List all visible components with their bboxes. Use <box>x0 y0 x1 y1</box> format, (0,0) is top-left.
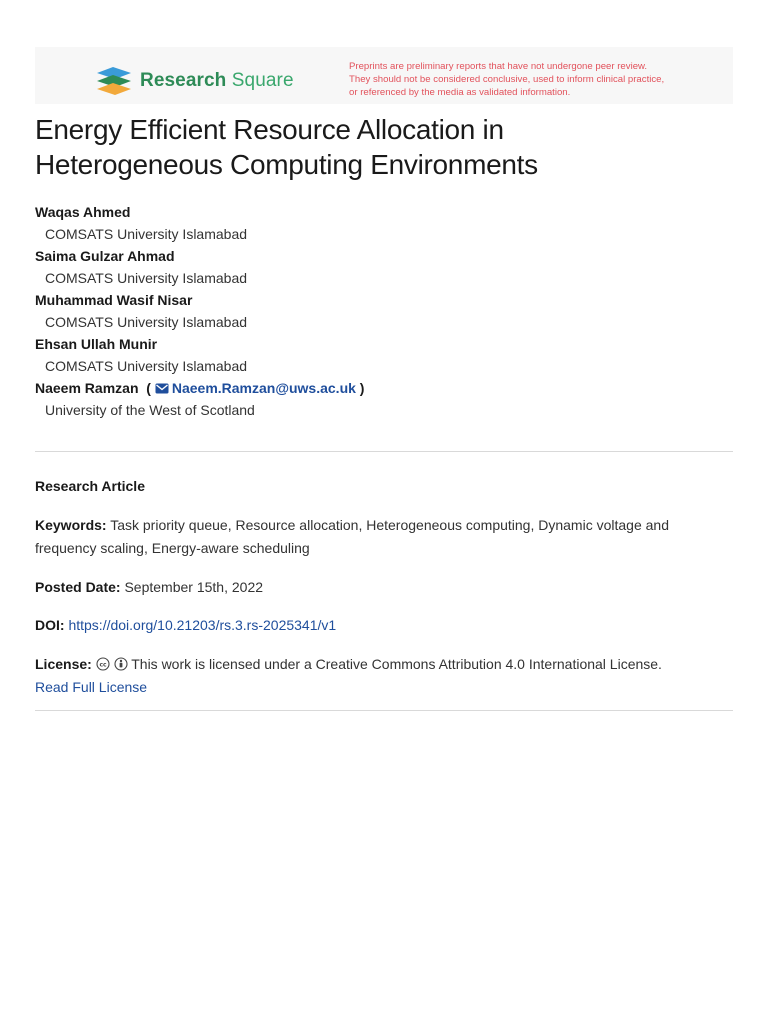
keywords-label: Keywords: <box>35 517 107 533</box>
brand-name <box>140 70 294 92</box>
author-affiliation: COMSATS University Islamabad <box>45 270 248 286</box>
disclaimer-line: Preprints are preliminary reports that have not undergone peer review. <box>349 61 648 72</box>
author-name: Saima Gulzar Ahmad <box>35 248 175 264</box>
article-type <box>35 475 733 498</box>
author-name: Waqas Ahmed <box>35 204 131 220</box>
by-icon <box>114 657 128 671</box>
author-affiliation: COMSATS University Islamabad <box>45 226 248 242</box>
posted-date-value: September 15th, 2022 <box>124 579 264 595</box>
author-entry <box>35 291 735 331</box>
author-entry <box>35 203 735 243</box>
envelope-icon <box>155 383 169 394</box>
doi-label: DOI: <box>35 617 65 633</box>
author-name: Muhammad Wasif Nisar <box>35 292 193 308</box>
disclaimer-line: or referenced by the media as validated information. <box>349 87 571 98</box>
keywords-value: Task priority queue, Resource allocation, Heterogeneous computing, Dynamic voltage and frequency scaling, Energy-aware scheduling <box>35 517 669 556</box>
doi-section <box>35 614 733 637</box>
author-entry <box>35 247 735 287</box>
research-square-logo[interactable] <box>95 66 294 96</box>
title-line: Heterogeneous Computing Environments <box>35 149 538 180</box>
title-line: Energy Efficient Resource Allocation in <box>35 114 504 145</box>
author-name: Ehsan Ullah Munir <box>35 336 158 352</box>
author-entry-corresponding <box>35 379 735 419</box>
license-label: License: <box>35 656 92 672</box>
brand-name-bold: Research <box>140 70 227 91</box>
divider <box>35 710 733 711</box>
author-name-line <box>35 379 735 397</box>
keywords-section <box>35 514 733 560</box>
author-affiliation: COMSATS University Islamabad <box>45 358 248 374</box>
posted-date-label: Posted Date: <box>35 579 121 595</box>
header-banner <box>35 47 733 104</box>
posted-date-section <box>35 576 733 599</box>
brand-name-light: Square <box>231 70 294 91</box>
license-section <box>35 653 733 699</box>
author-list <box>35 203 735 423</box>
paper-title <box>35 112 735 182</box>
author-affiliation: University of the West of Scotland <box>45 402 255 418</box>
cc-icon <box>96 657 110 671</box>
svg-text:cc: cc <box>99 661 107 669</box>
author-entry <box>35 335 735 375</box>
email-wrapper: ( Naeem.Ramzan@uws.ac.uk ) <box>142 380 365 396</box>
research-square-logo-icon <box>95 66 133 96</box>
disclaimer-line: They should not be considered conclusive, used to inform clinical practice, <box>349 74 665 85</box>
read-full-license-link[interactable]: Read Full License <box>35 679 148 695</box>
article-type-label: Research Article <box>35 478 145 494</box>
license-text: This work is licensed under a Creative Commons Attribution 4.0 International License. <box>131 656 662 672</box>
preprint-disclaimer <box>349 60 729 99</box>
doi-link[interactable]: https://doi.org/10.21203/rs.3.rs-2025341/v1 <box>68 617 337 633</box>
author-email-link[interactable]: Naeem.Ramzan@uws.ac.uk <box>171 380 356 396</box>
author-affiliation: COMSATS University Islamabad <box>45 314 248 330</box>
author-name: Naeem Ramzan <box>35 380 139 396</box>
divider <box>35 451 733 452</box>
